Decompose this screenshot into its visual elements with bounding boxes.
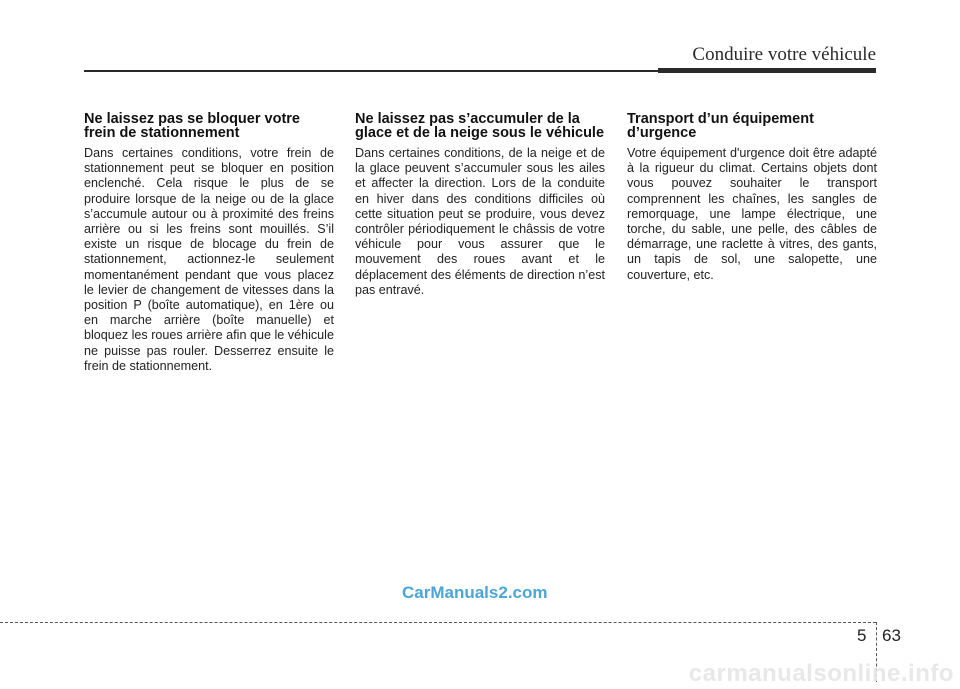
header-rule-accent <box>658 68 876 73</box>
chapter-number: 5 <box>857 626 867 645</box>
section-body: Dans certaines conditions, de la neige et de la glace peuvent s’accumuler sous les ailes et affecter la direction. Lors de la conduite en hiver dans des conditions difficiles où cette situation peut se produire, vous devez contrôler périodiquement le châssis de votre véhicule pour vous assurer que le mouvement des roues avant et le déplacement des éléments de direction n’est pas entravé. <box>355 146 605 297</box>
section-heading: Ne laissez pas s’accumuler de la glace et de la neige sous le véhicule <box>355 111 605 141</box>
bottom-watermark: carmanualsonline.info <box>688 660 954 687</box>
section-body: Dans certaines conditions, votre frein de stationnement peut se bloquer en position enclenché. Cela risque le plus de se produire lorsque de la neige ou de la glace s’accumule autour ou à proximité des freins arrière ou si les freins sont mouillés. S’il existe un risque de blocage du frein de stationnement, actionnez-le seulement momentanément pendant que vous placez le levier de changement de vitesses dans la position P (boîte automatique), en 1ère ou en marche arrière (boîte manuelle) et bloquez les roues arrière afin que le véhicule ne puisse pas rouler. Desserrez ensuite le frein de stationnement. <box>84 146 334 373</box>
header-rule <box>84 70 660 72</box>
section-heading: Transport d’un équipement d’urgence <box>627 111 814 141</box>
watermark-link[interactable]: CarManuals2.com <box>402 583 548 602</box>
section-heading: Ne laissez pas se bloquer votre frein de stationnement <box>84 111 300 141</box>
page-number: 63 <box>882 626 901 645</box>
section-ice-snow <box>355 112 605 298</box>
footer-divider <box>0 622 876 623</box>
chapter-title: Conduire votre véhicule <box>692 44 876 65</box>
section-parking-brake <box>84 112 334 374</box>
section-emergency-equipment <box>627 112 877 283</box>
section-body: Votre équipement d'urgence doit être adapté à la rigueur du climat. Certains objets dont vous pouvez souhaiter le transport comprennent les chaînes, les sangles de remorquage, une lampe électrique, une torche, du sable, une pelle, des câbles de démarrage, une raclette à vitres, des gants, un tapis de sol, une salopette, une couverture, etc. <box>627 146 877 282</box>
